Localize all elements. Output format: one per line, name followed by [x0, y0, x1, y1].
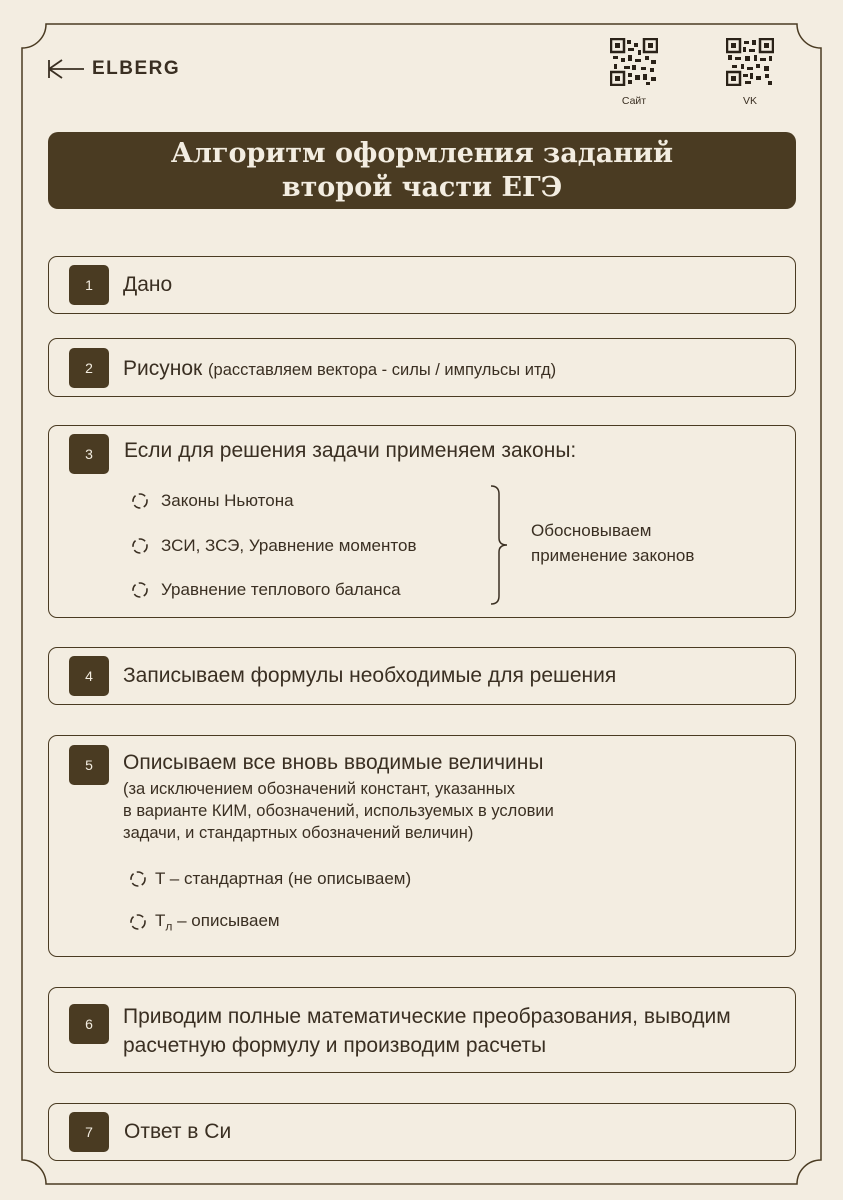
step-7	[48, 1103, 796, 1161]
dashed-circle-icon	[131, 492, 149, 510]
bullet-item	[131, 491, 294, 511]
elberg-k-icon	[48, 59, 86, 79]
step-number: 1	[69, 265, 109, 305]
step-title: Если для решения задачи применяем законы:	[124, 439, 577, 462]
dashed-circle-icon	[131, 537, 149, 555]
qr-code-icon	[610, 38, 658, 86]
curly-brace-icon	[489, 484, 509, 606]
note-line: (за исключением обозначений констант, указанных	[123, 780, 515, 798]
bullet-text: Законы Ньютона	[161, 491, 294, 510]
step-title: Ответ в Си	[124, 1120, 232, 1143]
title-banner	[48, 132, 796, 209]
note-line: задачи, и стандартных обозначений величин)	[123, 824, 474, 842]
bullet-item	[129, 911, 280, 933]
step-title	[123, 1002, 731, 1060]
step-title-line: Приводим полные математические преобразования, выводим	[123, 1005, 731, 1028]
step-notes	[123, 778, 554, 844]
dashed-circle-icon	[129, 870, 147, 888]
brand-logo	[48, 58, 180, 80]
step-title	[123, 355, 556, 384]
bullet-item	[131, 536, 416, 556]
step-number: 4	[69, 656, 109, 696]
dashed-circle-icon	[131, 581, 149, 599]
qr-vk[interactable]	[725, 38, 775, 107]
step-title-line: расчетную формулу и производим расчеты	[123, 1034, 547, 1057]
quantity-subscript: л	[165, 919, 173, 934]
qr-code-icon	[726, 38, 774, 86]
step-title: Описываем все вновь вводимые величины	[123, 751, 544, 774]
bullet-desc: – описываем	[172, 911, 280, 930]
bullet-text	[155, 869, 411, 889]
step-number: 2	[69, 348, 109, 388]
step-title: Дано	[123, 273, 173, 296]
step-4	[48, 647, 796, 705]
step-6	[48, 987, 796, 1073]
banner-line-1: Алгоритм оформления заданий	[170, 137, 674, 169]
brand-name: ELBERG	[92, 58, 181, 79]
bullet-text: Уравнение теплового баланса	[161, 580, 401, 599]
step-title: Записываем формулы необходимые для решения	[123, 664, 617, 687]
step-title-text: Рисунок	[123, 357, 203, 380]
bullet-desc: – стандартная (не описываем)	[165, 869, 412, 888]
step-number: 7	[69, 1112, 109, 1152]
step-2	[48, 338, 796, 397]
step-number: 5	[69, 745, 109, 785]
step-1	[48, 256, 796, 314]
step-note: (расставляем вектора - силы / импульсы итд)	[208, 361, 557, 379]
note-line: в варианте КИМ, обозначений, используемых в условии	[123, 802, 554, 820]
bullet-text	[155, 911, 280, 933]
qr-site-label: Сайт	[621, 95, 647, 107]
bullet-item	[131, 580, 401, 600]
step-5	[48, 735, 796, 957]
step-number: 3	[69, 434, 109, 474]
quantity-symbol: T	[155, 869, 166, 888]
qr-vk-label: VK	[742, 95, 757, 107]
justification-line-2: применение законов	[531, 546, 695, 565]
dashed-circle-icon	[129, 913, 147, 931]
justification-line-1: Обосновываем	[531, 521, 652, 540]
bullet-item	[129, 869, 411, 889]
justification-note	[531, 518, 694, 568]
qr-site[interactable]	[609, 38, 659, 107]
bullet-text: ЗСИ, ЗСЭ, Уравнение моментов	[161, 536, 417, 555]
step-3	[48, 425, 796, 618]
quantity-symbol: T	[155, 911, 166, 930]
step-number: 6	[69, 1004, 109, 1044]
banner-line-2: второй части ЕГЭ	[281, 171, 563, 203]
